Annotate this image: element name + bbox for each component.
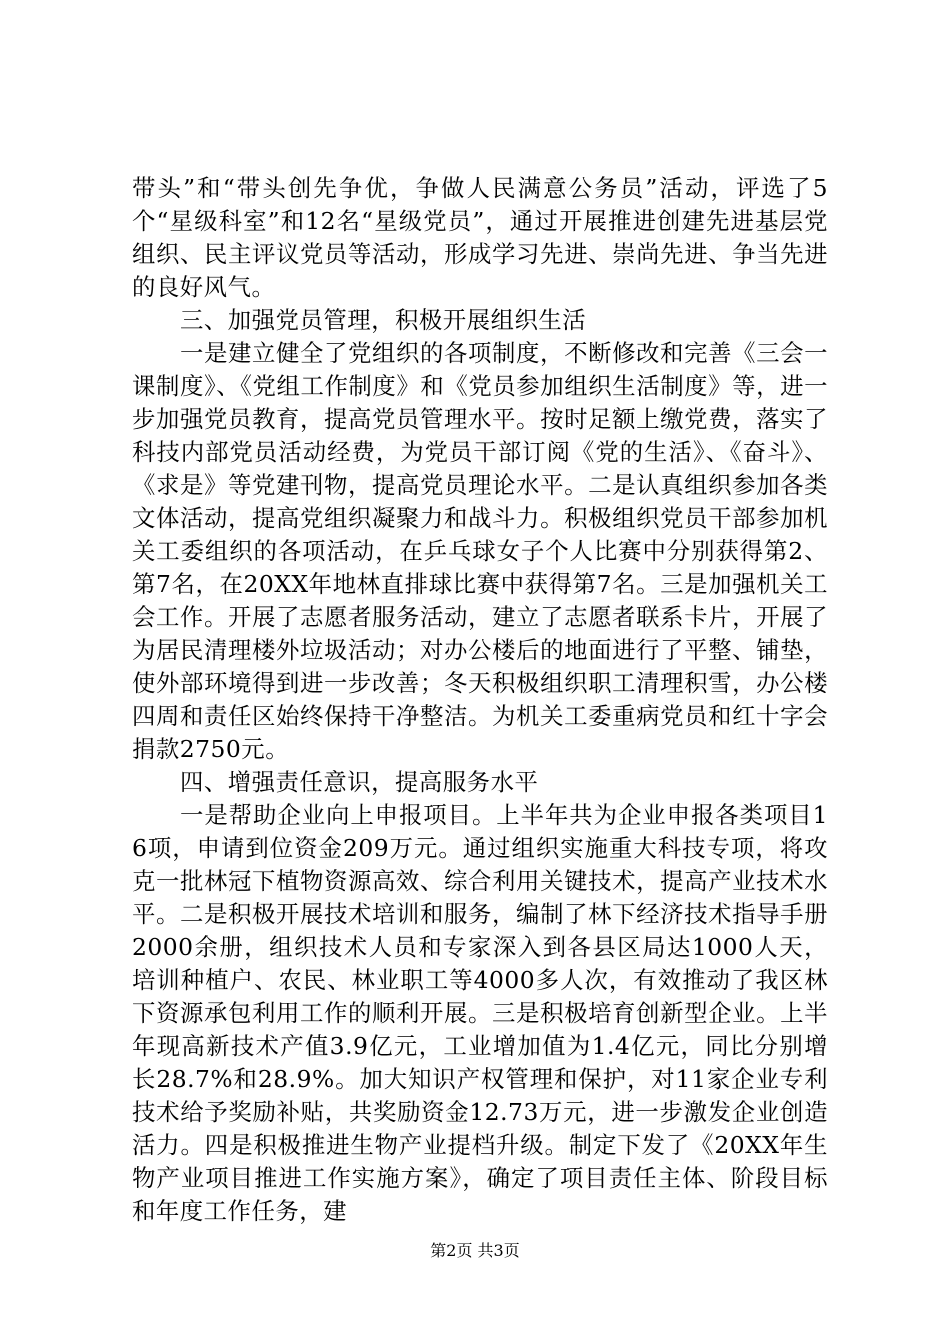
paragraph-party-management: 一是建立健全了党组织的各项制度，不断修改和完善《三会一课制度》、《党组工作制度》和《党员参加组织生活制度》等，进一步加强党员教育，提高党员管理水平。按时足额上缴党费，落实了科技内部党员活动经费，为党员干部订阅《党的生活》、《奋斗》、《求是》等党建刊物，提高党员理论水平。二是认真组织参加各类文体活动，提高党组织凝聚力和战斗力。积极组织党员干部参加机关工委组织的各项活动，在乒乓球女子个人比赛中分别获得第2、第7名，在20XX年地林直排球比赛中获得第7名。三是加强机关工会工作。开展了志愿者服务活动，建立了志愿者联系卡片，开展了为居民清理楼外垃圾活动；对办公楼后的地面进行了平整、铺垫，使外部环境得到进一步改善；冬天积极组织职工清理积雪，办公楼四周和责任区始终保持干净整洁。为机关工委重病党员和红十字会捐款2750元。 xyxy=(132,339,828,763)
document-body xyxy=(132,172,828,1228)
section-heading-4: 四、增强责任意识，提高服务水平 xyxy=(180,768,539,796)
page-footer: 第2页 共3页 xyxy=(430,1241,520,1260)
paragraph-continuation: 带头”和“带头创先争优，争做人民满意公务员”活动，评选了5个“星级科室”和12名“星级党员”，通过开展推进创建先进基层党组织、民主评议党员等活动，形成学习先进、崇尚先进、争当先进的良好风气。 xyxy=(132,174,828,301)
paragraph-service-level: 一是帮助企业向上申报项目。上半年共为企业申报各类项目16项，申请到位资金209万元。通过组织实施重大科技专项，将攻克一批林冠下植物资源高效、综合利用关键技术，提高产业技术水平。二是积极开展技术培训和服务，编制了林下经济技术指导手册2000余册，组织技术人员和专家深入到各县区局达1000人天，培训种植户、农民、林业职工等4000多人次，有效推动了我区林下资源承包利用工作的顺利开展。三是积极培育创新型企业。上半年现高新技术产值3.9亿元，工业增加值为1.4亿元，同比分别增长28.7%和28.9%。加大知识产权管理和保护，对11家企业专利技术给予奖励补贴，共奖励资金12.73万元，进一步激发企业创造活力。四是积极推进生物产业提档升级。制定下发了《20XX年生物产业项目推进工作实施方案》，确定了项目责任主体、阶段目标和年度工作任务，建 xyxy=(132,801,828,1225)
section-heading-3: 三、加强党员管理，积极开展组织生活 xyxy=(180,306,587,334)
